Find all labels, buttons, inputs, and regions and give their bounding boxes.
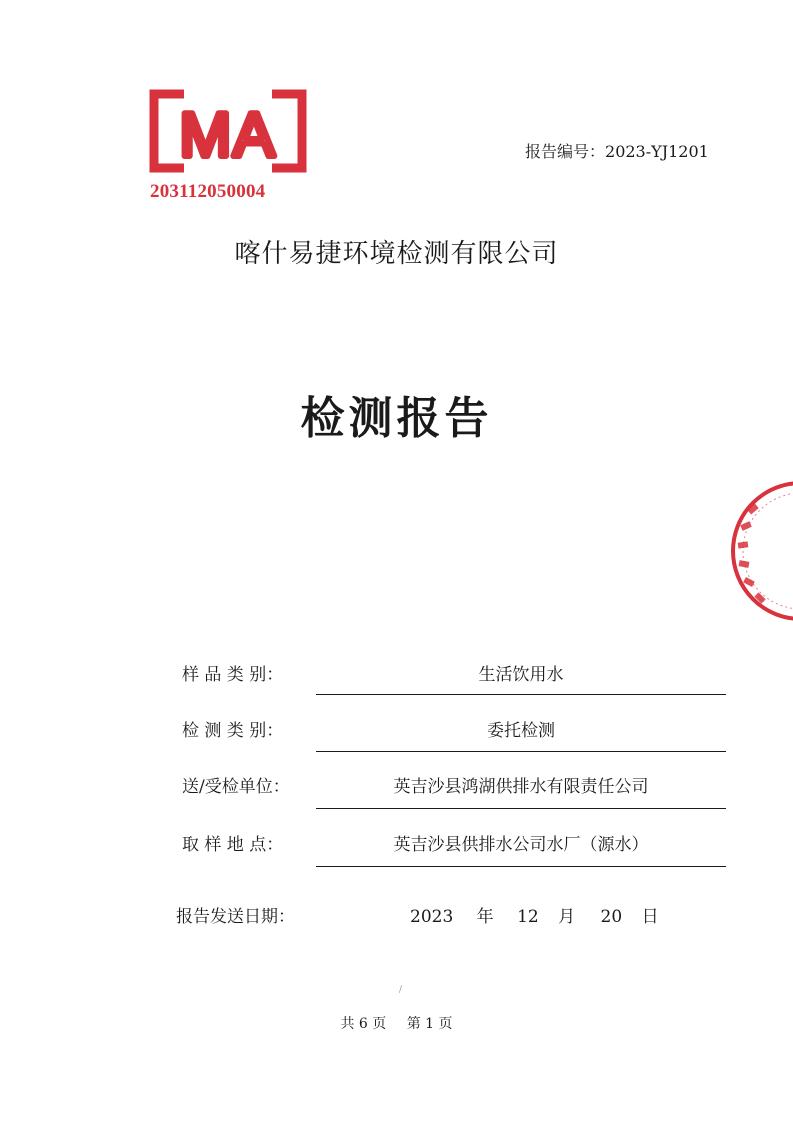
field-underline [316, 694, 726, 695]
cma-certificate-number: 203112050004 [150, 181, 266, 202]
field-value: 生活饮用水 [478, 665, 564, 685]
current-page: 第 1 页 [406, 1016, 453, 1032]
field-value: 英吉沙县鸿湖供排水有限责任公司 [393, 777, 649, 797]
field-label: 送/受检单位： [182, 777, 290, 797]
field-value: 英吉沙县供排水公司水厂（源水） [393, 835, 649, 855]
field-label: 取 样 地 点： [182, 835, 284, 855]
issue-date-day-unit: 日 [641, 907, 659, 927]
cma-certification-logo [148, 88, 308, 208]
field-label: 检 测 类 别： [182, 721, 284, 741]
company-name: 喀什易捷环境检测有限公司 [234, 239, 559, 269]
report-number-label: 报告编号： [525, 142, 606, 161]
seal-stamp-icon [728, 478, 793, 624]
issue-date-month: 12 [517, 907, 539, 927]
cma-mark-icon [148, 88, 308, 174]
field-underline [316, 866, 726, 867]
issue-date-year: 2023 [410, 907, 454, 927]
scan-mark: / [399, 985, 403, 995]
document-title: 检测报告 [300, 393, 493, 444]
total-pages: 共 6 页 [340, 1016, 387, 1032]
company-seal [728, 478, 793, 624]
page-footer [0, 1013, 793, 1033]
issue-date [410, 902, 659, 927]
report-number-value: 2023-YJ1201 [605, 142, 709, 161]
svg-text:MA: MA [179, 101, 277, 170]
field-underline [316, 751, 726, 752]
issue-date-month-unit: 月 [558, 907, 576, 927]
issue-date-label: 报告发送日期： [176, 907, 295, 927]
field-label: 样 品 类 别： [182, 665, 284, 685]
field-value: 委托检测 [487, 721, 555, 741]
issue-date-day: 20 [600, 907, 623, 927]
field-underline [316, 808, 726, 809]
report-number [525, 139, 709, 162]
issue-date-year-unit: 年 [476, 907, 494, 927]
